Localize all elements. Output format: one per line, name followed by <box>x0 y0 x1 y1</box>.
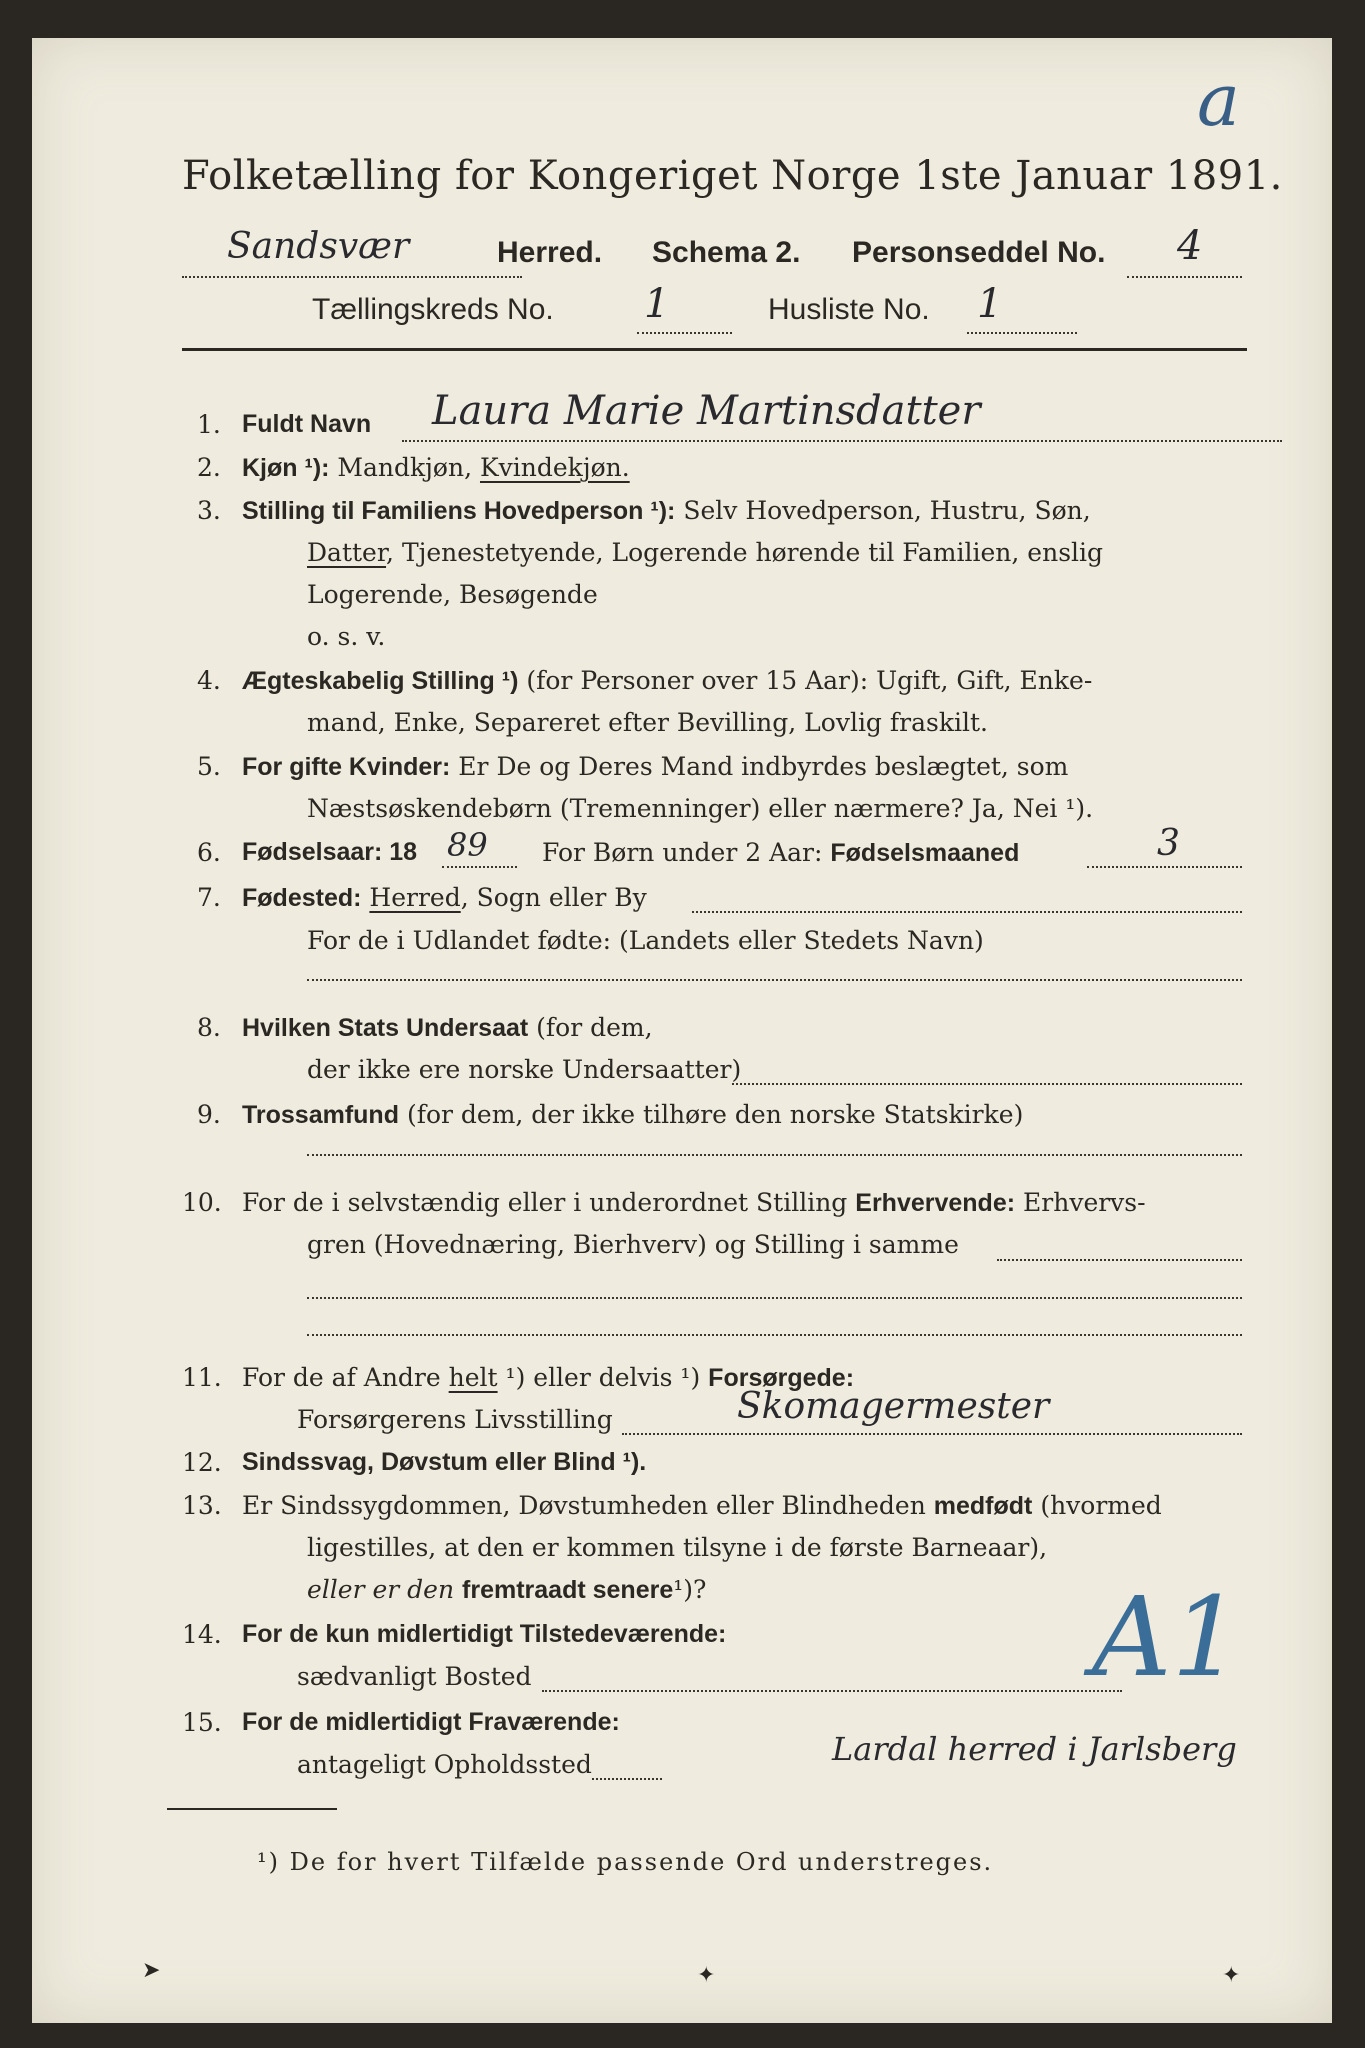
herred-value: Sandsvær <box>227 226 410 267</box>
footnote: ¹) De for hvert Tilfælde passende Ord understreges. <box>257 1848 994 1876</box>
bosted-label: sædvanligt Bosted <box>297 1662 532 1691</box>
item-number: 1. <box>197 410 221 439</box>
tilstede-label: For de kun midlertidigt Tilstedeværende: <box>242 1620 727 1648</box>
medfodt-text-2: (hvormed <box>1040 1491 1162 1520</box>
fuldt-navn-label: Fuldt Navn <box>242 410 372 438</box>
forsorget-label: Forsørgede: <box>708 1364 855 1392</box>
fodested-options: , Sogn eller By <box>460 883 647 912</box>
erhverv-line-2: gren (Hovednæring, Bierhverv) og Stilling i samme <box>307 1230 959 1259</box>
fodested-field-2 <box>307 978 1242 981</box>
fodested-line-2: For de i Udlandet fødte: (Landets eller Stedets Navn) <box>307 926 984 955</box>
stilling-label: Stilling til Familiens Hovedperson ¹): <box>242 497 676 525</box>
bosted-field <box>542 1662 1122 1692</box>
gifte-line-1 <box>242 752 1068 782</box>
item-number: 11. <box>182 1363 222 1392</box>
kreds-label: Tællingskreds No. <box>312 293 554 326</box>
registration-mark: ✦ <box>1222 1963 1241 1988</box>
medfodt-footnote-ref: ¹)? <box>673 1575 707 1604</box>
registration-mark: ➤ <box>142 1958 161 1983</box>
erhverv-field-1 <box>997 1258 1242 1261</box>
erhverv-field-3 <box>307 1333 1242 1336</box>
tro-line-1 <box>242 1100 1023 1130</box>
erhverv-field-2 <box>307 1296 1242 1299</box>
item-number: 8. <box>197 1013 221 1042</box>
husliste-value: 1 <box>977 281 1003 327</box>
registration-mark: ✦ <box>697 1963 716 1988</box>
medfodt-line-2: ligestilles, at den er kommen tilsyne i de første Barneaar), <box>307 1533 1048 1562</box>
stilling-line-2 <box>307 538 1103 567</box>
item-number: 10. <box>182 1188 222 1217</box>
fodselsmaaned-value: 3 <box>1157 823 1180 864</box>
fodselsmaaned-note: For Børn under 2 Aar: <box>542 838 823 867</box>
stilling-line-3: Logerende, Besøgende <box>307 580 598 609</box>
tro-label: Trossamfund <box>242 1101 399 1129</box>
husliste-label: Husliste No. <box>768 293 930 326</box>
forsorget-text: For de af Andre <box>242 1363 441 1392</box>
medfodt-line-1 <box>242 1491 1162 1521</box>
item-number: 15. <box>182 1708 222 1737</box>
gifte-label: For gifte Kvinder: <box>242 753 451 781</box>
forsorget-text-2: ¹) eller delvis ¹) <box>505 1363 701 1392</box>
fodested-field <box>692 883 1242 913</box>
stilling-line-4: o. s. v. <box>307 622 386 651</box>
undersaat-label: Hvilken Stats Undersaat <box>242 1014 529 1042</box>
personseddel-label: Personseddel No. <box>852 236 1106 269</box>
fodselsaar-value: 89 <box>447 826 488 864</box>
kjon-label: Kjøn ¹): <box>242 454 330 482</box>
herred-label: Herred. <box>497 236 603 269</box>
item-number: 9. <box>197 1100 221 1129</box>
gifte-question-1: Er De og Deres Mand indbyrdes beslægtet, som <box>458 752 1069 781</box>
personseddel-value: 4 <box>1177 223 1203 269</box>
sindssvag-label: Sindssvag, Døvstum eller Blind ¹). <box>242 1448 647 1476</box>
item-number: 7. <box>197 883 221 912</box>
opholdssted-label: antageligt Opholdssted <box>297 1750 592 1779</box>
footnote-divider <box>167 1808 337 1810</box>
opholdssted-field <box>592 1750 662 1780</box>
fodselsaar-label: Fødselsaar: 18 <box>242 838 418 866</box>
aegteskab-line-2: mand, Enke, Separeret efter Bevilling, Lovlig fraskilt. <box>307 708 988 737</box>
item-number: 4. <box>197 666 221 695</box>
undersaat-line-1 <box>242 1013 653 1043</box>
medfodt-eller: eller er den <box>307 1575 455 1604</box>
kreds-value: 1 <box>644 281 670 327</box>
corner-mark: a <box>1197 58 1240 142</box>
erhverv-text: For de i selvstændig eller i underordnet Stilling <box>242 1188 848 1217</box>
opholdssted-value: Lardal herred i Jarlsberg <box>832 1730 1237 1768</box>
aegteskab-line-1 <box>242 666 1092 696</box>
margin-mark: A1 <box>1092 1573 1242 1701</box>
erhverv-line-1 <box>242 1188 1146 1218</box>
schema-label: Schema 2. <box>652 236 801 269</box>
item-number: 5. <box>197 752 221 781</box>
medfodt-senere: fremtraadt senere <box>462 1576 674 1604</box>
stilling-options-2: , Tjenestetyende, Logerende hørende til Familien, enslig <box>386 538 1104 567</box>
aegteskab-label: Ægteskabelig Stilling ¹) <box>242 667 519 695</box>
fravaerende-label: For de midlertidigt Fraværende: <box>242 1708 620 1736</box>
item-number: 6. <box>197 838 221 867</box>
erhverv-label: Erhvervende: <box>855 1189 1016 1217</box>
kjon-kvindekjon: Kvindekjøn. <box>479 453 630 482</box>
fodested-herred: Herred <box>369 883 461 912</box>
medfodt-label: medfødt <box>933 1492 1033 1520</box>
stilling-options-1: Selv Hovedperson, Hustru, Søn, <box>683 496 1091 525</box>
forsorger-value: Skomagermester <box>737 1386 1050 1427</box>
item-number: 3. <box>197 496 221 525</box>
form-title: Folketælling for Kongeriget Norge 1ste Januar 1891. <box>182 153 1283 199</box>
kjon-mandkjon: Mandkjøn, <box>337 453 473 482</box>
forsorget-helt: helt <box>448 1363 498 1392</box>
fodselsmaaned-label: Fødselsmaaned <box>830 839 1020 867</box>
medfodt-text: Er Sindssygdommen, Døvstumheden eller Blindheden <box>242 1491 926 1520</box>
erhverv-text-2: Erhvervs- <box>1023 1188 1146 1217</box>
header-divider <box>182 348 1247 351</box>
undersaat-field <box>732 1055 1242 1085</box>
gifte-line-2: Næstsøskendebørn (Tremenninger) eller nærmere? Ja, Nei ¹). <box>307 794 1094 823</box>
aegteskab-options-1: (for Personer over 15 Aar): Ugift, Gift, Enke- <box>526 666 1093 695</box>
stilling-datter: Datter <box>307 538 387 567</box>
item-number: 12. <box>182 1448 222 1477</box>
undersaat-line-2: der ikke ere norske Undersaatter) <box>307 1055 742 1084</box>
item-number: 13. <box>182 1491 222 1520</box>
tro-field <box>307 1153 1242 1156</box>
fodselsmaaned-line <box>542 838 1019 868</box>
medfodt-line-3 <box>307 1575 706 1605</box>
forsorger-label: Forsørgerens Livsstilling <box>297 1405 613 1434</box>
census-form <box>32 38 1332 2023</box>
fodested-line-1 <box>242 883 647 913</box>
tro-note: (for dem, der ikke tilhøre den norske Statskirke) <box>406 1100 1024 1129</box>
fuldt-navn-value: Laura Marie Martinsdatter <box>432 388 981 434</box>
item-number: 2. <box>197 453 221 482</box>
stilling-line-1 <box>242 496 1091 526</box>
kjon-line <box>242 453 630 483</box>
undersaat-note-1: (for dem, <box>536 1013 653 1042</box>
fodested-label: Fødested: <box>242 884 362 912</box>
item-number: 14. <box>182 1620 222 1649</box>
